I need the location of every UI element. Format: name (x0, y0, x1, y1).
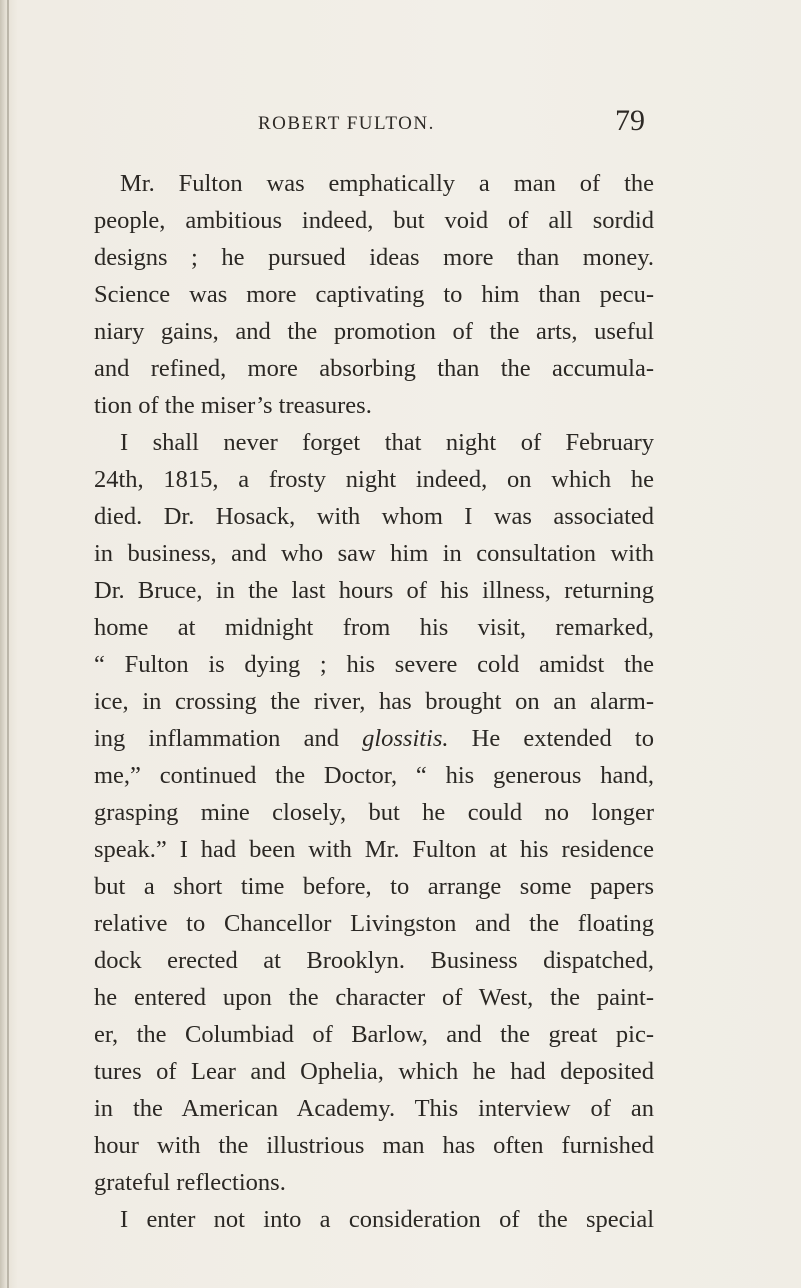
text-line: died. Dr. Hosack, with whom I was associated (94, 503, 654, 530)
running-head-title: ROBERT FULTON. (258, 113, 435, 134)
text-line: 24th, 1815, a frosty night indeed, on which he (94, 466, 654, 493)
text-line: and refined, more absorbing than the accumula- (94, 355, 654, 382)
body-text (94, 165, 654, 1238)
italic-term: glossitis. (362, 725, 449, 752)
text-line: home at midnight from his visit, remarked, (94, 614, 654, 641)
text-line: in the American Academy. This interview of an (94, 1095, 654, 1122)
text-line: niary gains, and the promotion of the arts, useful (94, 318, 654, 345)
text-line: Mr. Fulton was emphatically a man of the (120, 170, 654, 197)
text-line: I shall never forget that night of February (120, 429, 654, 456)
text-line: “ Fulton is dying ; his severe cold amidst the (94, 651, 654, 678)
text-segment: He extended to (448, 725, 654, 752)
text-line: me,” continued the Doctor, “ his generous hand, (94, 762, 654, 789)
text-line: dock erected at Brooklyn. Business dispatched, (94, 947, 654, 974)
text-line: I enter not into a consideration of the special (120, 1206, 654, 1233)
text-line: people, ambitious indeed, but void of all sordid (94, 207, 654, 234)
binding-gutter (7, 0, 9, 1288)
text-line: Dr. Bruce, in the last hours of his illness, returning (94, 577, 654, 604)
text-line: in business, and who saw him in consultation with (94, 540, 654, 567)
text-line: grateful reflections. (94, 1169, 286, 1196)
text-line: tion of the miser’s treasures. (94, 392, 372, 419)
text-line: he entered upon the character of West, the paint- (94, 984, 654, 1011)
text-line: speak.” I had been with Mr. Fulton at his residence (94, 836, 654, 863)
text-segment: ing inflammation and (94, 725, 363, 752)
text-line: Science was more captivating to him than pecu- (94, 281, 654, 308)
text-line: hour with the illustrious man has often furnished (94, 1132, 654, 1159)
text-line (94, 720, 654, 757)
text-line: ice, in crossing the river, has brought on an alarm- (94, 688, 654, 715)
text-line: designs ; he pursued ideas more than money. (94, 244, 654, 271)
text-line: but a short time before, to arrange some papers (94, 873, 654, 900)
text-line: er, the Columbiad of Barlow, and the great pic- (94, 1021, 654, 1048)
page-number: 79 (615, 104, 645, 137)
text-line: tures of Lear and Ophelia, which he had deposited (94, 1058, 654, 1085)
text-line: grasping mine closely, but he could no longer (94, 799, 654, 826)
text-line: relative to Chancellor Livingston and the floating (94, 910, 654, 937)
